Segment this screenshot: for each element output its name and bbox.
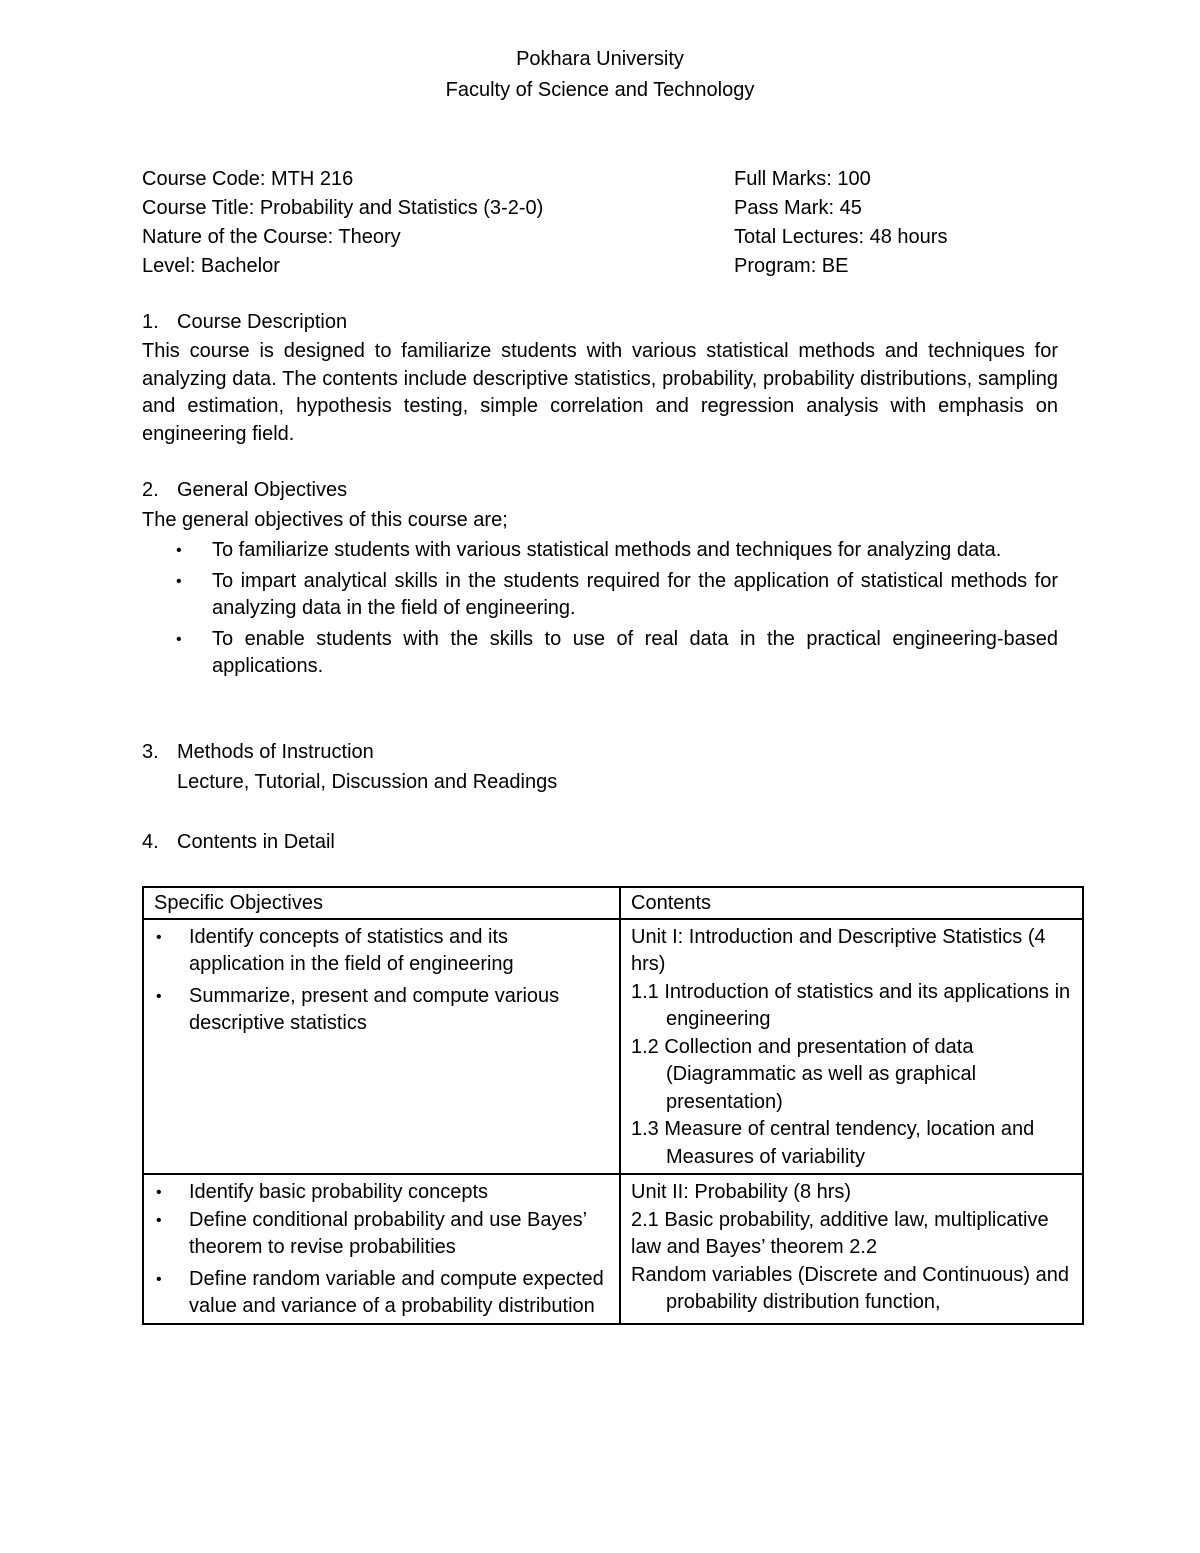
list-item: • Define random variable and compute expected value and variance of a probability distribution xyxy=(154,1266,609,1321)
content-item: 1.3 Measure of central tendency, location and Measures of variability xyxy=(631,1118,1035,1168)
list-item: • Identify concepts of statistics and its application in the field of engineering xyxy=(154,924,609,979)
content-item: 1.1 Introduction of statistics and its applications in engineering xyxy=(631,980,1071,1030)
course-description-text: This course is designed to familiarize students with various statistical methods and techniques for analyzing data. The contents include descriptive statistics, probability, probability distributions, sampling and estimation, hypothesis testing, simple correlation and regression analysis with emphasis on engineering field. xyxy=(142,340,1058,445)
university-name: Pokhara University xyxy=(516,48,684,70)
list-item: • To enable students with the skills to use of real data in the practical engineering-based applications. xyxy=(142,626,1058,680)
list-item: • Identify basic probability concepts xyxy=(154,1179,609,1207)
full-marks: Full Marks: 100 xyxy=(734,168,871,190)
program: Program: BE xyxy=(734,255,849,277)
course-info-left xyxy=(142,165,543,281)
section-number: 1. xyxy=(142,311,159,333)
section-title: Contents in Detail xyxy=(177,831,335,853)
content-item-line: Continuous) and probability distribution function, xyxy=(666,1263,1070,1313)
objectives-cell xyxy=(143,1174,620,1324)
contents-cell xyxy=(620,919,1083,1175)
table-header-contents: Contents xyxy=(620,887,1083,919)
section-heading-methods xyxy=(142,739,374,765)
unit-title: Unit I: Introduction and Descriptive Statistics (4 hrs) xyxy=(631,925,1046,975)
list-item: • To familiarize students with various statistical methods and techniques for analyzing data. xyxy=(142,537,1058,564)
section-title: Methods of Instruction xyxy=(177,741,374,763)
unit-title: Unit II: Probability (8 hrs) xyxy=(631,1181,852,1203)
table-row xyxy=(143,1174,1083,1324)
content-item: 1.2 Collection and presentation of data (Diagrammatic as well as graphical presentation) xyxy=(631,1035,977,1113)
list-item: • Define conditional probability and use Bayes’ theorem to revise probabilities xyxy=(154,1207,609,1262)
methods-text: Lecture, Tutorial, Discussion and Readings xyxy=(177,771,558,793)
course-info-right xyxy=(734,165,947,281)
objectives-intro: The general objectives of this course are; xyxy=(142,509,508,531)
faculty-name: Faculty of Science and Technology xyxy=(445,79,755,101)
section-title: Course Description xyxy=(177,311,348,333)
course-code: Course Code: MTH 216 xyxy=(142,168,354,190)
table-header-objectives: Specific Objectives xyxy=(143,887,620,919)
section-number: 2. xyxy=(142,479,159,501)
content-item xyxy=(631,1262,1072,1317)
contents-cell xyxy=(620,1174,1083,1324)
objectives-bullets xyxy=(154,924,609,1038)
section-title: General Objectives xyxy=(177,479,348,501)
content-item-line: Random variables (Discrete and xyxy=(631,1263,917,1286)
list-item: • Summarize, present and compute various descriptive statistics xyxy=(154,983,609,1038)
objectives-cell xyxy=(143,919,620,1175)
section-heading-description xyxy=(142,309,347,335)
table-row xyxy=(143,919,1083,1175)
content-item: 2.1 Basic probability, additive law, multiplicative law and Bayes’ theorem 2.2 xyxy=(631,1208,1049,1258)
section-number: 3. xyxy=(142,741,159,763)
objectives-list xyxy=(142,537,1058,684)
contents-table xyxy=(142,886,1084,1325)
table-header-row xyxy=(143,887,1083,919)
total-lectures: Total Lectures: 48 hours xyxy=(734,226,948,248)
course-nature: Nature of the Course: Theory xyxy=(142,226,401,248)
pass-mark: Pass Mark: 45 xyxy=(734,197,862,219)
section-number: 4. xyxy=(142,831,159,853)
list-item: • To impart analytical skills in the students required for the application of statistical methods for analyzing data in the field of engineering. xyxy=(142,568,1058,622)
objectives-bullets xyxy=(154,1179,609,1321)
course-title: Course Title: Probability and Statistics (3-2-0) xyxy=(142,197,544,219)
section-heading-objectives xyxy=(142,477,347,503)
section-heading-contents xyxy=(142,829,335,855)
course-level: Level: Bachelor xyxy=(142,255,280,277)
